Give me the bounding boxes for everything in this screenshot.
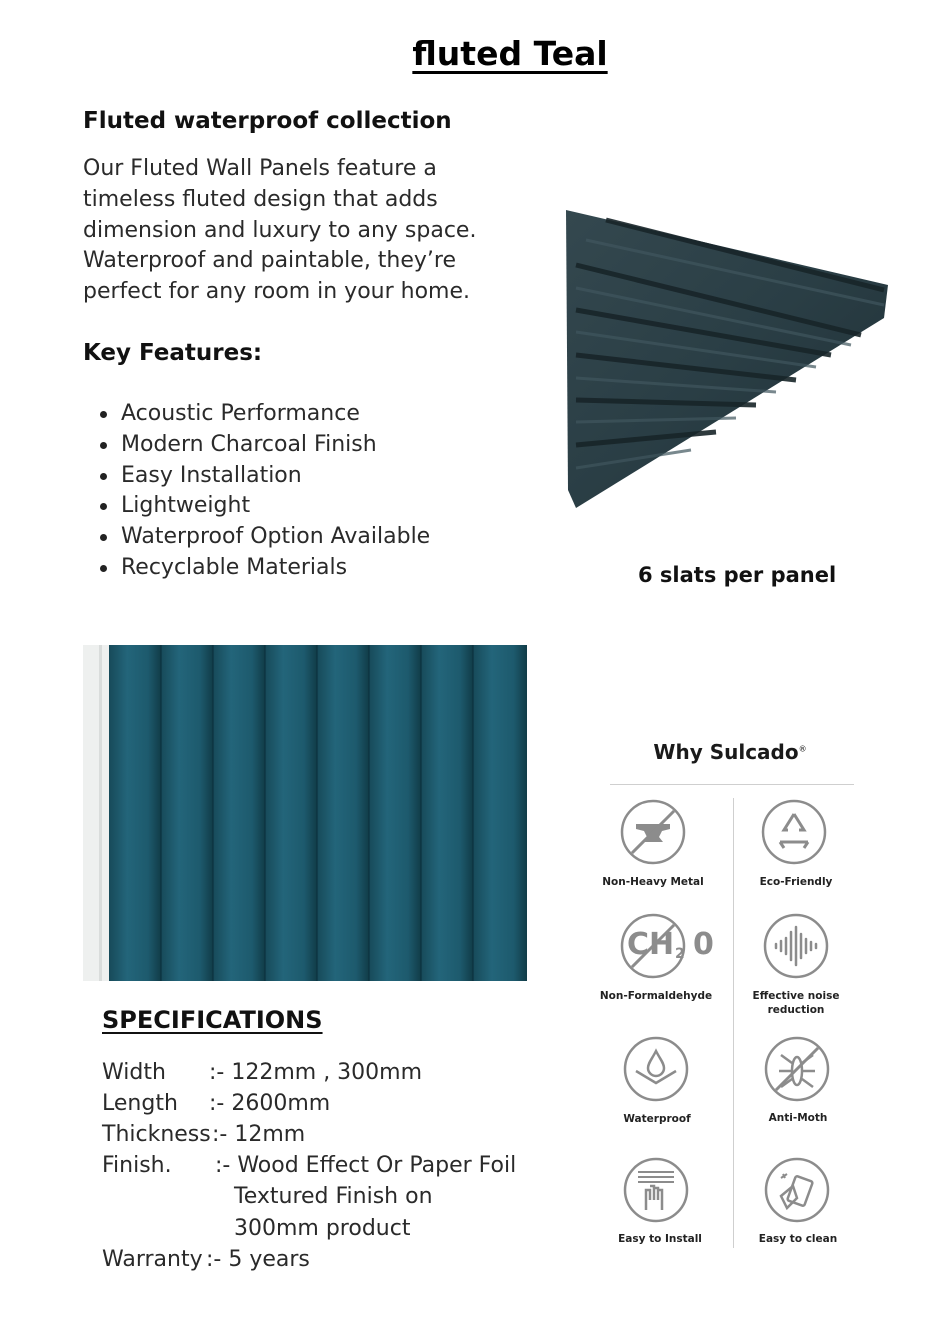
teal-panel-photo: [83, 645, 527, 981]
why-item-label: Easy to clean: [758, 1233, 838, 1245]
registered-mark: ®: [798, 744, 807, 754]
hand-install-icon: [622, 1156, 690, 1224]
why-item-label: Non-Formaldehyde: [599, 990, 713, 1002]
spec-value: :- 2600mm: [209, 1091, 331, 1116]
ch2o-symbol: CH: [627, 927, 675, 962]
collection-heading: Fluted waterproof collection: [83, 108, 452, 134]
feature-item: Recyclable Materials: [98, 553, 430, 584]
feature-item: Acoustic Performance: [98, 399, 430, 430]
intro-paragraph: [83, 154, 483, 308]
spec-label: Width: [102, 1060, 166, 1085]
why-item-label: Effective noise reduction: [752, 990, 840, 1016]
sound-wave-icon: [762, 912, 830, 980]
why-sulcado-title: [610, 740, 850, 764]
cleaning-icon: [763, 1156, 831, 1224]
slats-caption: 6 slats per panel: [638, 563, 837, 587]
ch2o-oxygen: 0: [693, 927, 714, 962]
anvil-icon: [619, 798, 687, 866]
spec-value: 300mm product: [234, 1216, 411, 1241]
water-drop-icon: [622, 1035, 690, 1103]
feature-item: Lightweight: [98, 491, 430, 522]
recycle-icon: [760, 798, 828, 866]
divider: [610, 784, 854, 785]
why-title-text: Why Sulcado: [653, 740, 799, 764]
intro-line: timeless fluted design that adds: [83, 186, 438, 212]
feature-item: Waterproof Option Available: [98, 522, 430, 553]
spec-value: :- Wood Effect Or Paper Foil: [215, 1153, 517, 1178]
spec-label: Thickness: [102, 1122, 211, 1147]
divider: [733, 798, 734, 1248]
why-item-label: Anti-Moth: [768, 1112, 828, 1124]
why-item-label: Non-Heavy Metal: [602, 876, 704, 888]
page-title: fluted Teal: [412, 34, 608, 73]
why-item-label: Waterproof: [623, 1113, 691, 1125]
fluted-panel-image: [566, 210, 888, 510]
intro-line: perfect for any room in your home.: [83, 279, 470, 305]
spec-value: Textured Finish on: [234, 1184, 433, 1209]
moth-icon: [763, 1035, 831, 1103]
intro-line: dimension and luxury to any space.: [83, 217, 477, 243]
spec-value: :- 12mm: [212, 1122, 306, 1147]
feature-item: Modern Charcoal Finish: [98, 430, 430, 461]
key-features-list: [98, 399, 430, 584]
spec-label: Length: [102, 1091, 178, 1116]
why-item-label: Easy to Install: [618, 1233, 702, 1245]
feature-item: Easy Installation: [98, 461, 430, 492]
intro-line: Waterproof and paintable, they’re: [83, 248, 457, 274]
spec-label: Finish.: [102, 1153, 172, 1178]
spec-label: Warranty: [102, 1247, 203, 1272]
ch2o-icon: [619, 912, 719, 980]
spec-value: :- 5 years: [206, 1247, 310, 1272]
spec-value: :- 122mm , 300mm: [209, 1060, 423, 1085]
intro-line: Our Fluted Wall Panels feature a: [83, 156, 437, 181]
ch2o-subscript: 2: [675, 946, 685, 962]
key-features-heading: Key Features:: [83, 340, 263, 366]
specifications-heading: SPECIFICATIONS: [102, 1006, 323, 1034]
why-item-label: Eco-Friendly: [759, 876, 833, 888]
